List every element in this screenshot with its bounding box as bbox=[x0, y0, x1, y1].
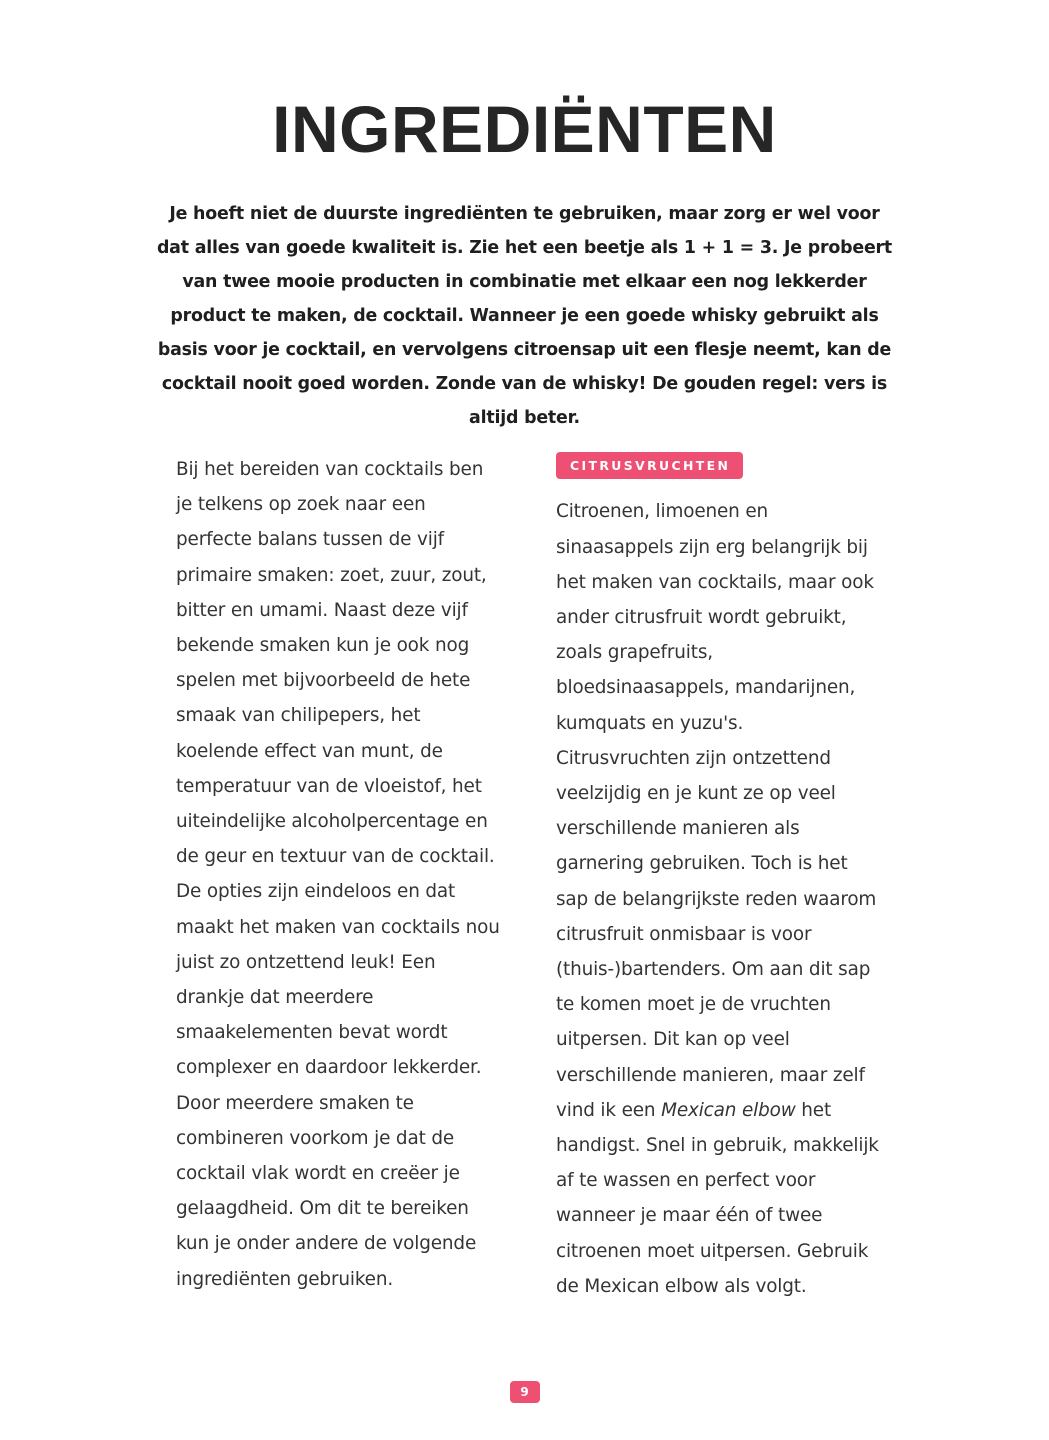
page-title: INGREDIËNTEN bbox=[272, 92, 777, 166]
right-paragraph-part-2: het handigst. Snel in gebruik, makkelijk af te wassen en perfect voor wanneer je maar één of twee citroenen moet uitpersen. Gebruik de Mexican elbow als volgt. bbox=[556, 1099, 879, 1297]
right-paragraph-emphasis: Mexican elbow bbox=[661, 1099, 796, 1121]
page-number-badge: 9 bbox=[510, 1381, 540, 1403]
intro-paragraph: Je hoeft niet de duurste ingrediënten te gebruiken, maar zorg er wel voor dat alles van goede kwaliteit is. Zie het een beetje als 1 + 1 = 3. Je probeert van twee mooie producten in combinatie met elkaar een nog lekkerder product te maken, de cocktail. Wanneer je een goede whisky gebruikt als basis voor je cocktail, en vervolgens citroensap uit een flesje neemt, kan de cocktail nooit goed worden. Zonde van de whisky! De gouden regel: vers is altijd beter. bbox=[156, 204, 893, 428]
right-column-paragraph bbox=[556, 494, 882, 1304]
right-column bbox=[556, 452, 882, 1304]
left-column bbox=[176, 452, 502, 1297]
two-column-body bbox=[176, 452, 906, 1304]
left-column-paragraph: Bij het bereiden van cocktails ben je telkens op zoek naar een perfecte balans tussen de vijf primaire smaken: zoet, zuur, zout, bitter en umami. Naast deze vijf bekende smaken kun je ook nog spelen met bijvoorbeeld de hete smaak van chilipepers, het koelende effect van munt, de temperatuur van de vloeistof, het uiteindelijke alcoholpercentage en de geur en textuur van de cocktail. De opties zijn eindeloos en dat maakt het maken van cocktails nou juist zo ontzettend leuk! Een drankje dat meerdere smaakelementen bevat wordt complexer en daardoor lekkerder. Door meerdere smaken te combineren voorkom je dat de cocktail vlak wordt en creëer je gelaagdheid. Om dit te bereiken kun je onder andere de volgende ingrediënten gebruiken. bbox=[176, 459, 500, 1290]
section-badge-citrusvruchten: CITRUSVRUCHTEN bbox=[556, 452, 743, 479]
right-paragraph-part-1: Citroenen, limoenen en sinaasappels zijn erg belangrijk bij het maken van cocktails, maar ook ander citrusfruit wordt gebruikt, zoals grapefruits, bloedsinaasappels, mandarijnen, kumquats en yuzu's. Citrusvruchten zijn ontzettend veelzijdig en je kunt ze op veel verschillende manieren als garnering gebruiken. Toch is het sap de belangrijkste reden waarom citrusfruit onmisbaar is voor (thuis-)bartenders. Om aan dit sap te komen moet je de vruchten uitpersen. Dit kan op veel verschillende manieren, maar zelf vind ik een bbox=[556, 501, 877, 1121]
